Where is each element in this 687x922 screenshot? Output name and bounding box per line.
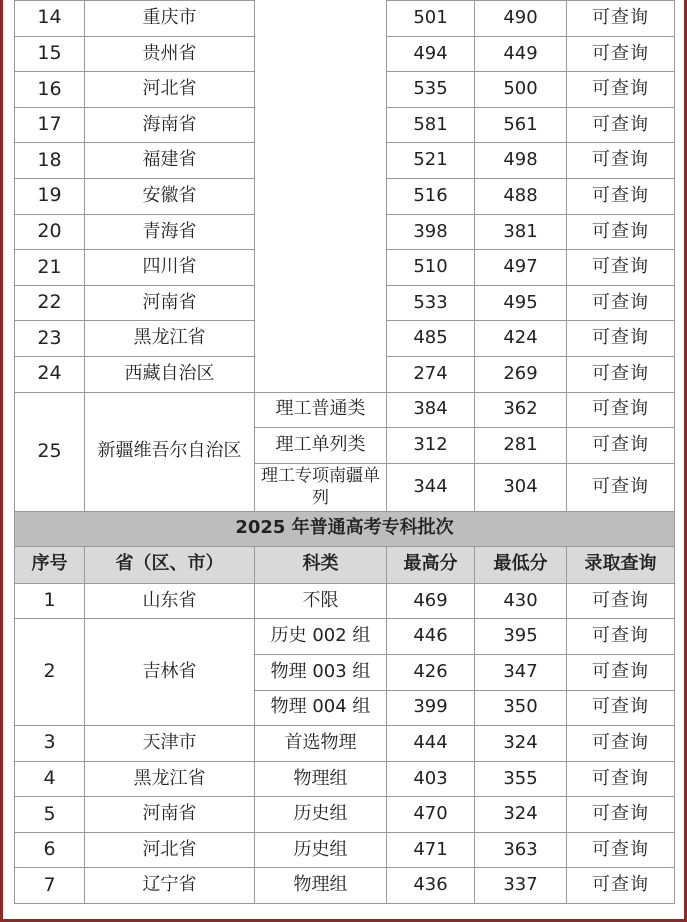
query-link[interactable]: 可查询: [567, 72, 675, 108]
query-link[interactable]: 可查询: [567, 868, 675, 904]
province-cell: 安徽省: [85, 178, 255, 214]
table-row: [15, 797, 675, 833]
province-cell: 重庆市: [85, 1, 255, 37]
province-cell: 河北省: [85, 72, 255, 108]
table-row: [15, 868, 675, 904]
min-score-cell: 495: [475, 285, 567, 321]
min-score-cell: 449: [475, 36, 567, 72]
max-score-cell: 403: [387, 761, 475, 797]
min-score-cell: 488: [475, 178, 567, 214]
province-cell: 海南省: [85, 107, 255, 143]
query-link[interactable]: 可查询: [567, 583, 675, 619]
max-score-cell: 471: [387, 832, 475, 868]
row-index: 3: [15, 726, 85, 762]
table-row: [15, 832, 675, 868]
query-link[interactable]: 可查询: [567, 797, 675, 833]
query-link[interactable]: 可查询: [567, 214, 675, 250]
category-cell: 历史组: [255, 797, 387, 833]
row-index: 23: [15, 321, 85, 357]
min-score-cell: 497: [475, 250, 567, 286]
max-score-cell: 535: [387, 72, 475, 108]
min-score-cell: 395: [475, 619, 567, 655]
query-link[interactable]: 可查询: [567, 392, 675, 428]
min-score-cell: 561: [475, 107, 567, 143]
header-province: 省（区、市）: [85, 546, 255, 583]
min-score-cell: 350: [475, 690, 567, 726]
query-link[interactable]: 可查询: [567, 178, 675, 214]
max-score-cell: 436: [387, 868, 475, 904]
query-link[interactable]: 可查询: [567, 321, 675, 357]
max-score-cell: 521: [387, 143, 475, 179]
max-score-cell: 444: [387, 726, 475, 762]
min-score-cell: 337: [475, 868, 567, 904]
query-link[interactable]: 可查询: [567, 832, 675, 868]
query-link[interactable]: 可查询: [567, 463, 675, 511]
max-score-cell: 384: [387, 392, 475, 428]
min-score-cell: 324: [475, 797, 567, 833]
min-score-cell: 324: [475, 726, 567, 762]
min-score-cell: 363: [475, 832, 567, 868]
category-cell: 理工普通类: [255, 392, 387, 428]
query-link[interactable]: 可查询: [567, 356, 675, 392]
province-cell: 山东省: [85, 583, 255, 619]
province-cell: 青海省: [85, 214, 255, 250]
query-link[interactable]: 可查询: [567, 1, 675, 37]
min-score-cell: 430: [475, 583, 567, 619]
header-query: 录取查询: [567, 546, 675, 583]
batch-title-row: [15, 511, 675, 546]
row-index: 5: [15, 797, 85, 833]
max-score-cell: 426: [387, 654, 475, 690]
category-cell: 不限: [255, 583, 387, 619]
max-score-cell: 470: [387, 797, 475, 833]
query-link[interactable]: 可查询: [567, 107, 675, 143]
province-cell: 辽宁省: [85, 868, 255, 904]
row-index: 6: [15, 832, 85, 868]
query-link[interactable]: 可查询: [567, 619, 675, 655]
query-link[interactable]: 可查询: [567, 36, 675, 72]
max-score-cell: 399: [387, 690, 475, 726]
row-index: 4: [15, 761, 85, 797]
category-cell: 物理组: [255, 868, 387, 904]
min-score-cell: 304: [475, 463, 567, 511]
province-cell: 黑龙江省: [85, 321, 255, 357]
table-row: [15, 761, 675, 797]
min-score-cell: 347: [475, 654, 567, 690]
min-score-cell: 424: [475, 321, 567, 357]
category-cell: 首选物理: [255, 726, 387, 762]
table-row: [15, 1, 675, 37]
row-index: 22: [15, 285, 85, 321]
province-cell: 河北省: [85, 832, 255, 868]
max-score-cell: 469: [387, 583, 475, 619]
min-score-cell: 355: [475, 761, 567, 797]
max-score-cell: 312: [387, 428, 475, 464]
table-row: [15, 583, 675, 619]
max-score-cell: 494: [387, 36, 475, 72]
min-score-cell: 381: [475, 214, 567, 250]
category-cell: 历史 002 组: [255, 619, 387, 655]
province-cell: 西藏自治区: [85, 356, 255, 392]
table-row: [15, 392, 675, 428]
category-cell: 历史组: [255, 832, 387, 868]
province-cell: 河南省: [85, 285, 255, 321]
admission-score-table: [14, 0, 675, 904]
query-link[interactable]: 可查询: [567, 428, 675, 464]
query-link[interactable]: 可查询: [567, 726, 675, 762]
row-index: 16: [15, 72, 85, 108]
max-score-cell: 516: [387, 178, 475, 214]
batch-title: 2025 年普通高考专科批次: [15, 511, 675, 546]
max-score-cell: 398: [387, 214, 475, 250]
min-score-cell: 281: [475, 428, 567, 464]
max-score-cell: 510: [387, 250, 475, 286]
row-index: 25: [15, 392, 85, 511]
max-score-cell: 446: [387, 619, 475, 655]
province-cell: 黑龙江省: [85, 761, 255, 797]
row-index: 19: [15, 178, 85, 214]
header-max-score: 最高分: [387, 546, 475, 583]
row-index: 14: [15, 1, 85, 37]
row-index: 2: [15, 619, 85, 726]
row-index: 7: [15, 868, 85, 904]
header-min-score: 最低分: [475, 546, 567, 583]
max-score-cell: 344: [387, 463, 475, 511]
table-row: [15, 619, 675, 655]
query-link[interactable]: 可查询: [567, 654, 675, 690]
query-link[interactable]: 可查询: [567, 143, 675, 179]
max-score-cell: 533: [387, 285, 475, 321]
row-index: 18: [15, 143, 85, 179]
min-score-cell: 500: [475, 72, 567, 108]
category-cell: 物理 004 组: [255, 690, 387, 726]
min-score-cell: 498: [475, 143, 567, 179]
table-header-row: [15, 546, 675, 583]
table-row: [15, 726, 675, 762]
query-link[interactable]: 可查询: [567, 285, 675, 321]
min-score-cell: 269: [475, 356, 567, 392]
category-cell-empty: [255, 1, 387, 393]
min-score-cell: 362: [475, 392, 567, 428]
category-cell: 理工专项南疆单列: [255, 463, 387, 511]
province-cell: 新疆维吾尔自治区: [85, 392, 255, 511]
query-link[interactable]: 可查询: [567, 690, 675, 726]
row-index: 17: [15, 107, 85, 143]
max-score-cell: 581: [387, 107, 475, 143]
row-index: 21: [15, 250, 85, 286]
category-cell: 物理组: [255, 761, 387, 797]
province-cell: 福建省: [85, 143, 255, 179]
province-cell: 贵州省: [85, 36, 255, 72]
header-index: 序号: [15, 546, 85, 583]
province-cell: 吉林省: [85, 619, 255, 726]
province-cell: 四川省: [85, 250, 255, 286]
row-index: 20: [15, 214, 85, 250]
province-cell: 河南省: [85, 797, 255, 833]
max-score-cell: 485: [387, 321, 475, 357]
query-link[interactable]: 可查询: [567, 250, 675, 286]
row-index: 24: [15, 356, 85, 392]
query-link[interactable]: 可查询: [567, 761, 675, 797]
row-index: 1: [15, 583, 85, 619]
category-cell: 物理 003 组: [255, 654, 387, 690]
min-score-cell: 490: [475, 1, 567, 37]
header-category: 科类: [255, 546, 387, 583]
max-score-cell: 274: [387, 356, 475, 392]
province-cell: 天津市: [85, 726, 255, 762]
max-score-cell: 501: [387, 1, 475, 37]
row-index: 15: [15, 36, 85, 72]
category-cell: 理工单列类: [255, 428, 387, 464]
